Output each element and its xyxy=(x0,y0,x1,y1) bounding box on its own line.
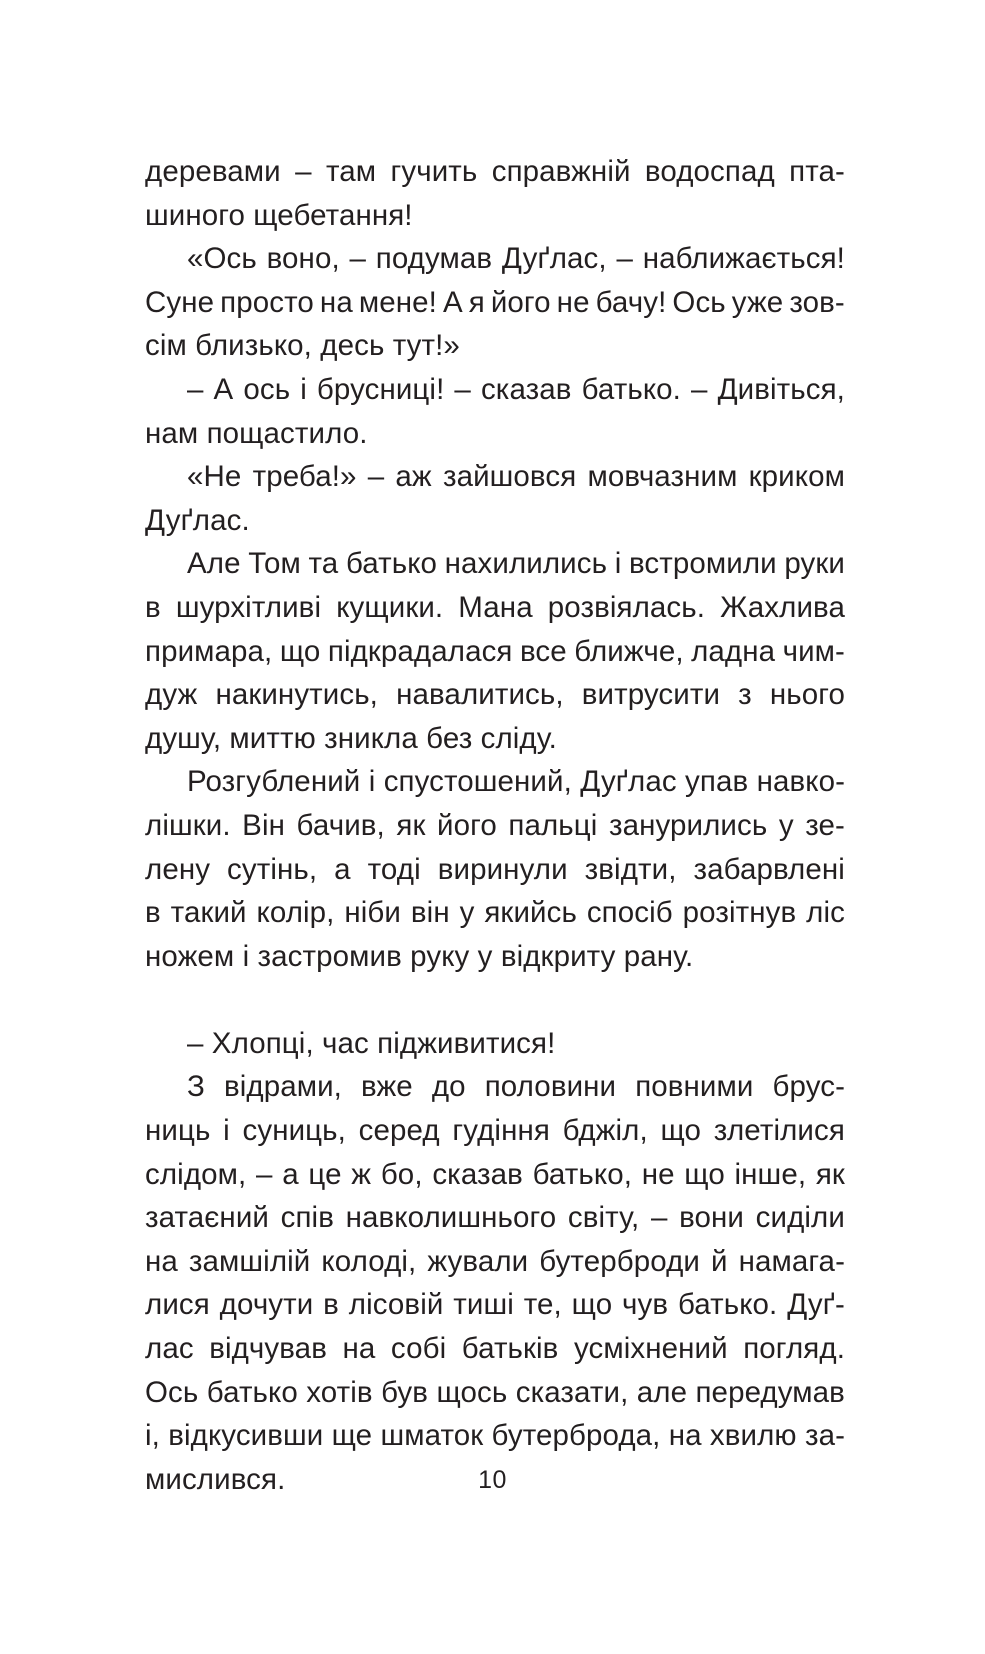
word: пта- xyxy=(789,155,845,188)
word: жували xyxy=(427,1244,529,1278)
word: звідти, xyxy=(584,852,677,886)
word: суниць, xyxy=(242,1114,346,1148)
word: пальці xyxy=(508,808,598,842)
text-line: шиного щебетання! xyxy=(145,198,413,232)
word: А xyxy=(442,285,463,319)
text-line xyxy=(145,891,845,935)
word: з xyxy=(738,678,752,712)
word: як xyxy=(815,1157,845,1191)
word: відчував xyxy=(209,1332,327,1366)
word: треба!» xyxy=(252,460,357,494)
word: і, xyxy=(145,1419,160,1453)
text-line xyxy=(145,281,845,325)
word: відкусивши xyxy=(168,1419,324,1453)
word: гудіння xyxy=(452,1114,550,1148)
word: – xyxy=(187,372,204,406)
word: на xyxy=(668,1419,702,1453)
word: – xyxy=(616,242,633,276)
word: Дуґ- xyxy=(787,1288,845,1322)
word: в xyxy=(323,1288,339,1322)
word: спів xyxy=(280,1201,334,1235)
text-line xyxy=(145,673,845,717)
word: – xyxy=(454,372,471,406)
word: лісовій xyxy=(348,1288,444,1322)
text-line xyxy=(145,630,845,674)
word: спосіб xyxy=(586,896,673,930)
word: а xyxy=(334,852,351,886)
word: намага- xyxy=(738,1244,845,1278)
text-line xyxy=(145,1153,845,1197)
word: не xyxy=(641,1157,675,1191)
word: бачу! xyxy=(595,285,667,319)
word: собі xyxy=(390,1332,447,1366)
word: – xyxy=(256,1157,273,1191)
text-line xyxy=(145,1283,845,1327)
word: а xyxy=(282,1157,299,1191)
word: забарвлені xyxy=(693,852,845,886)
word: занурились xyxy=(608,808,768,842)
word: батько. xyxy=(677,1288,778,1322)
word: батько xyxy=(206,1375,298,1409)
word: на xyxy=(145,1244,178,1278)
text-line xyxy=(145,1109,845,1153)
word: бо, xyxy=(380,1157,423,1191)
paragraph xyxy=(145,237,845,368)
word: шматок xyxy=(380,1419,484,1453)
word: – xyxy=(367,460,385,494)
word: дочути xyxy=(219,1288,314,1322)
word: бутерброди xyxy=(539,1244,700,1278)
paragraph xyxy=(145,542,845,760)
word: його xyxy=(437,808,497,842)
word: навко- xyxy=(756,765,845,799)
word: такий xyxy=(170,896,247,930)
word: Ось xyxy=(145,1375,199,1409)
word: батько, xyxy=(532,1157,632,1191)
word: але xyxy=(636,1375,688,1409)
word: серед xyxy=(358,1114,440,1148)
word: він xyxy=(410,896,450,930)
word: колір, xyxy=(256,896,335,930)
word: ще xyxy=(331,1419,373,1453)
word: З xyxy=(187,1070,205,1104)
word: мовчазним xyxy=(587,460,738,494)
word: гучить xyxy=(390,155,478,188)
word: – xyxy=(691,372,708,406)
word: відрами, xyxy=(223,1070,342,1104)
text-line xyxy=(145,368,845,412)
word: все xyxy=(519,634,567,668)
word: сказав xyxy=(480,372,572,406)
paragraph xyxy=(145,1022,845,1066)
word: лися xyxy=(145,1288,210,1322)
text-line xyxy=(145,237,845,281)
paragraph xyxy=(145,150,845,237)
text-line xyxy=(145,150,845,194)
word: упав xyxy=(685,765,749,799)
paragraph xyxy=(145,760,845,978)
word: батьків xyxy=(461,1332,559,1366)
word: та xyxy=(308,547,339,581)
word: за- xyxy=(804,1419,845,1453)
word: й xyxy=(710,1244,728,1278)
word: до xyxy=(431,1070,466,1104)
word: Том xyxy=(248,547,301,581)
text-line xyxy=(145,586,845,630)
word: просто xyxy=(220,285,314,319)
word: на xyxy=(319,285,353,319)
word: бджіл, xyxy=(562,1114,648,1148)
text-line: нам пощастило. xyxy=(145,416,368,450)
word: – xyxy=(349,242,367,276)
word: і xyxy=(300,372,307,406)
word: справжній xyxy=(491,155,631,188)
word: нахилились xyxy=(444,547,608,581)
text-line xyxy=(145,804,845,848)
word: що xyxy=(684,1157,725,1191)
word: мене! xyxy=(358,285,437,319)
word: лас xyxy=(145,1332,194,1366)
text-line xyxy=(145,1414,845,1458)
word: чим- xyxy=(782,634,845,668)
text-line xyxy=(145,1196,845,1240)
word: витрусити xyxy=(581,678,721,712)
word: Дуґлас, xyxy=(501,242,607,276)
paragraph-spacer xyxy=(145,978,845,1022)
word: Він xyxy=(242,808,285,842)
word: тоді xyxy=(367,852,421,886)
word: щось xyxy=(436,1375,508,1409)
word: як xyxy=(396,808,426,842)
word: нього xyxy=(769,678,845,712)
word: аж xyxy=(395,460,432,494)
word: що xyxy=(279,634,321,668)
word: «Ось xyxy=(187,242,257,276)
word: Розгублений xyxy=(187,765,361,799)
word: передумав xyxy=(695,1375,845,1409)
word: криком xyxy=(748,460,845,494)
word: і xyxy=(614,547,622,581)
text-line xyxy=(145,760,845,804)
word: зов- xyxy=(789,285,845,319)
text-line: ножем і застромив руку у відкриту рану. xyxy=(145,939,694,973)
word: дуж xyxy=(145,678,198,712)
paragraph xyxy=(145,368,845,455)
word: на xyxy=(342,1332,376,1366)
word: брус- xyxy=(772,1070,845,1104)
word: примара, xyxy=(145,634,273,668)
word: подумав xyxy=(375,242,493,276)
word: замшілій xyxy=(188,1244,311,1278)
word: – xyxy=(295,155,312,188)
word: бутерброда, xyxy=(491,1419,661,1453)
word: зе- xyxy=(805,808,845,842)
word: Жахлива xyxy=(720,590,845,624)
word: інше, xyxy=(734,1157,807,1191)
word: навалитись, xyxy=(396,678,564,712)
word: погляд. xyxy=(743,1332,845,1366)
word: брусниці! xyxy=(316,372,445,406)
text-line: Дуґлас. xyxy=(145,503,250,537)
word: що xyxy=(571,1288,613,1322)
word: бачив, xyxy=(296,808,385,842)
text-line: сім близько, десь тут!» xyxy=(145,329,460,363)
word: розвіялась. xyxy=(547,590,706,624)
word: кущики. xyxy=(336,590,444,624)
word: у xyxy=(459,896,475,930)
word: батько. xyxy=(581,372,681,406)
word: лену xyxy=(145,852,211,886)
page-number: 10 xyxy=(478,1466,507,1494)
word: там xyxy=(325,155,377,188)
word: чув xyxy=(622,1288,669,1322)
word: виринули xyxy=(437,852,568,886)
word: і xyxy=(368,765,376,799)
word: це xyxy=(308,1157,342,1191)
word: спустошений, xyxy=(383,765,572,799)
word: Ось xyxy=(672,285,726,319)
text-line xyxy=(145,1065,845,1109)
word: воно, xyxy=(266,242,340,276)
text-line xyxy=(145,542,845,586)
word: лішки. xyxy=(145,808,231,842)
word: ніби xyxy=(344,896,401,930)
word: зайшовся xyxy=(442,460,577,494)
word: встромили xyxy=(628,547,777,581)
text-line xyxy=(145,848,845,892)
word: в xyxy=(145,896,161,930)
word: половини xyxy=(484,1070,617,1104)
word: ліс xyxy=(806,896,845,930)
word: злетілися xyxy=(713,1114,845,1148)
word: сиділи xyxy=(755,1201,845,1235)
word: ось xyxy=(243,372,291,406)
word: усміхнений xyxy=(573,1332,728,1366)
word: Суне xyxy=(145,285,215,319)
word: я xyxy=(468,285,485,319)
word: навколишнього xyxy=(345,1201,557,1235)
word: хотів xyxy=(306,1375,373,1409)
word: ближче, xyxy=(574,634,684,668)
word: – xyxy=(650,1201,668,1235)
word: ладна xyxy=(691,634,776,668)
word: був xyxy=(381,1375,429,1409)
word: в xyxy=(145,590,161,624)
text-line: – Хлопці, час підживитися! xyxy=(187,1026,556,1060)
word: накинутись, xyxy=(215,678,378,712)
word: руки xyxy=(784,547,845,581)
word: те, xyxy=(523,1288,562,1322)
word: Мана xyxy=(458,590,533,624)
word: шурхітливі xyxy=(175,590,322,624)
word: слідом, xyxy=(145,1157,247,1191)
word: затаєний xyxy=(145,1201,269,1235)
word: водоспад xyxy=(644,155,775,188)
text-line xyxy=(145,1327,845,1371)
word: Дивіться, xyxy=(717,372,845,406)
word: повними xyxy=(635,1070,754,1104)
word: світу, xyxy=(567,1201,640,1235)
text-line: мислився. xyxy=(145,1462,286,1496)
word: якийсь xyxy=(484,896,577,930)
word: не xyxy=(556,285,590,319)
text-line xyxy=(145,1240,845,1284)
word: батько xyxy=(345,547,438,581)
word: уже xyxy=(731,285,784,319)
word: сутінь, xyxy=(227,852,318,886)
word: Дуґлас xyxy=(580,765,677,799)
word: сказав xyxy=(432,1157,523,1191)
text-line: душу, миттю зникла без сліду. xyxy=(145,721,557,755)
word: наближається! xyxy=(642,242,845,276)
word: вони xyxy=(679,1201,745,1235)
paragraph xyxy=(145,1065,845,1501)
word: А xyxy=(213,372,234,406)
word: у xyxy=(778,808,794,842)
body-text-column xyxy=(145,150,845,1501)
paragraph xyxy=(145,455,845,542)
word: розітнув xyxy=(682,896,797,930)
word: деревами xyxy=(145,155,281,188)
word: вже xyxy=(361,1070,413,1104)
word: підкрадалася xyxy=(327,634,513,668)
word: тиші xyxy=(453,1288,514,1322)
word: Але xyxy=(187,547,241,581)
word: хвилю xyxy=(709,1419,797,1453)
word: і xyxy=(223,1114,230,1148)
text-line xyxy=(145,1371,845,1415)
word: його xyxy=(490,285,551,319)
word: ж xyxy=(351,1157,372,1191)
word: що xyxy=(660,1114,701,1148)
word: сказати, xyxy=(515,1375,629,1409)
text-line xyxy=(145,455,845,499)
word: колоді, xyxy=(321,1244,417,1278)
word: «Не xyxy=(187,460,242,494)
word: ниць xyxy=(145,1114,211,1148)
